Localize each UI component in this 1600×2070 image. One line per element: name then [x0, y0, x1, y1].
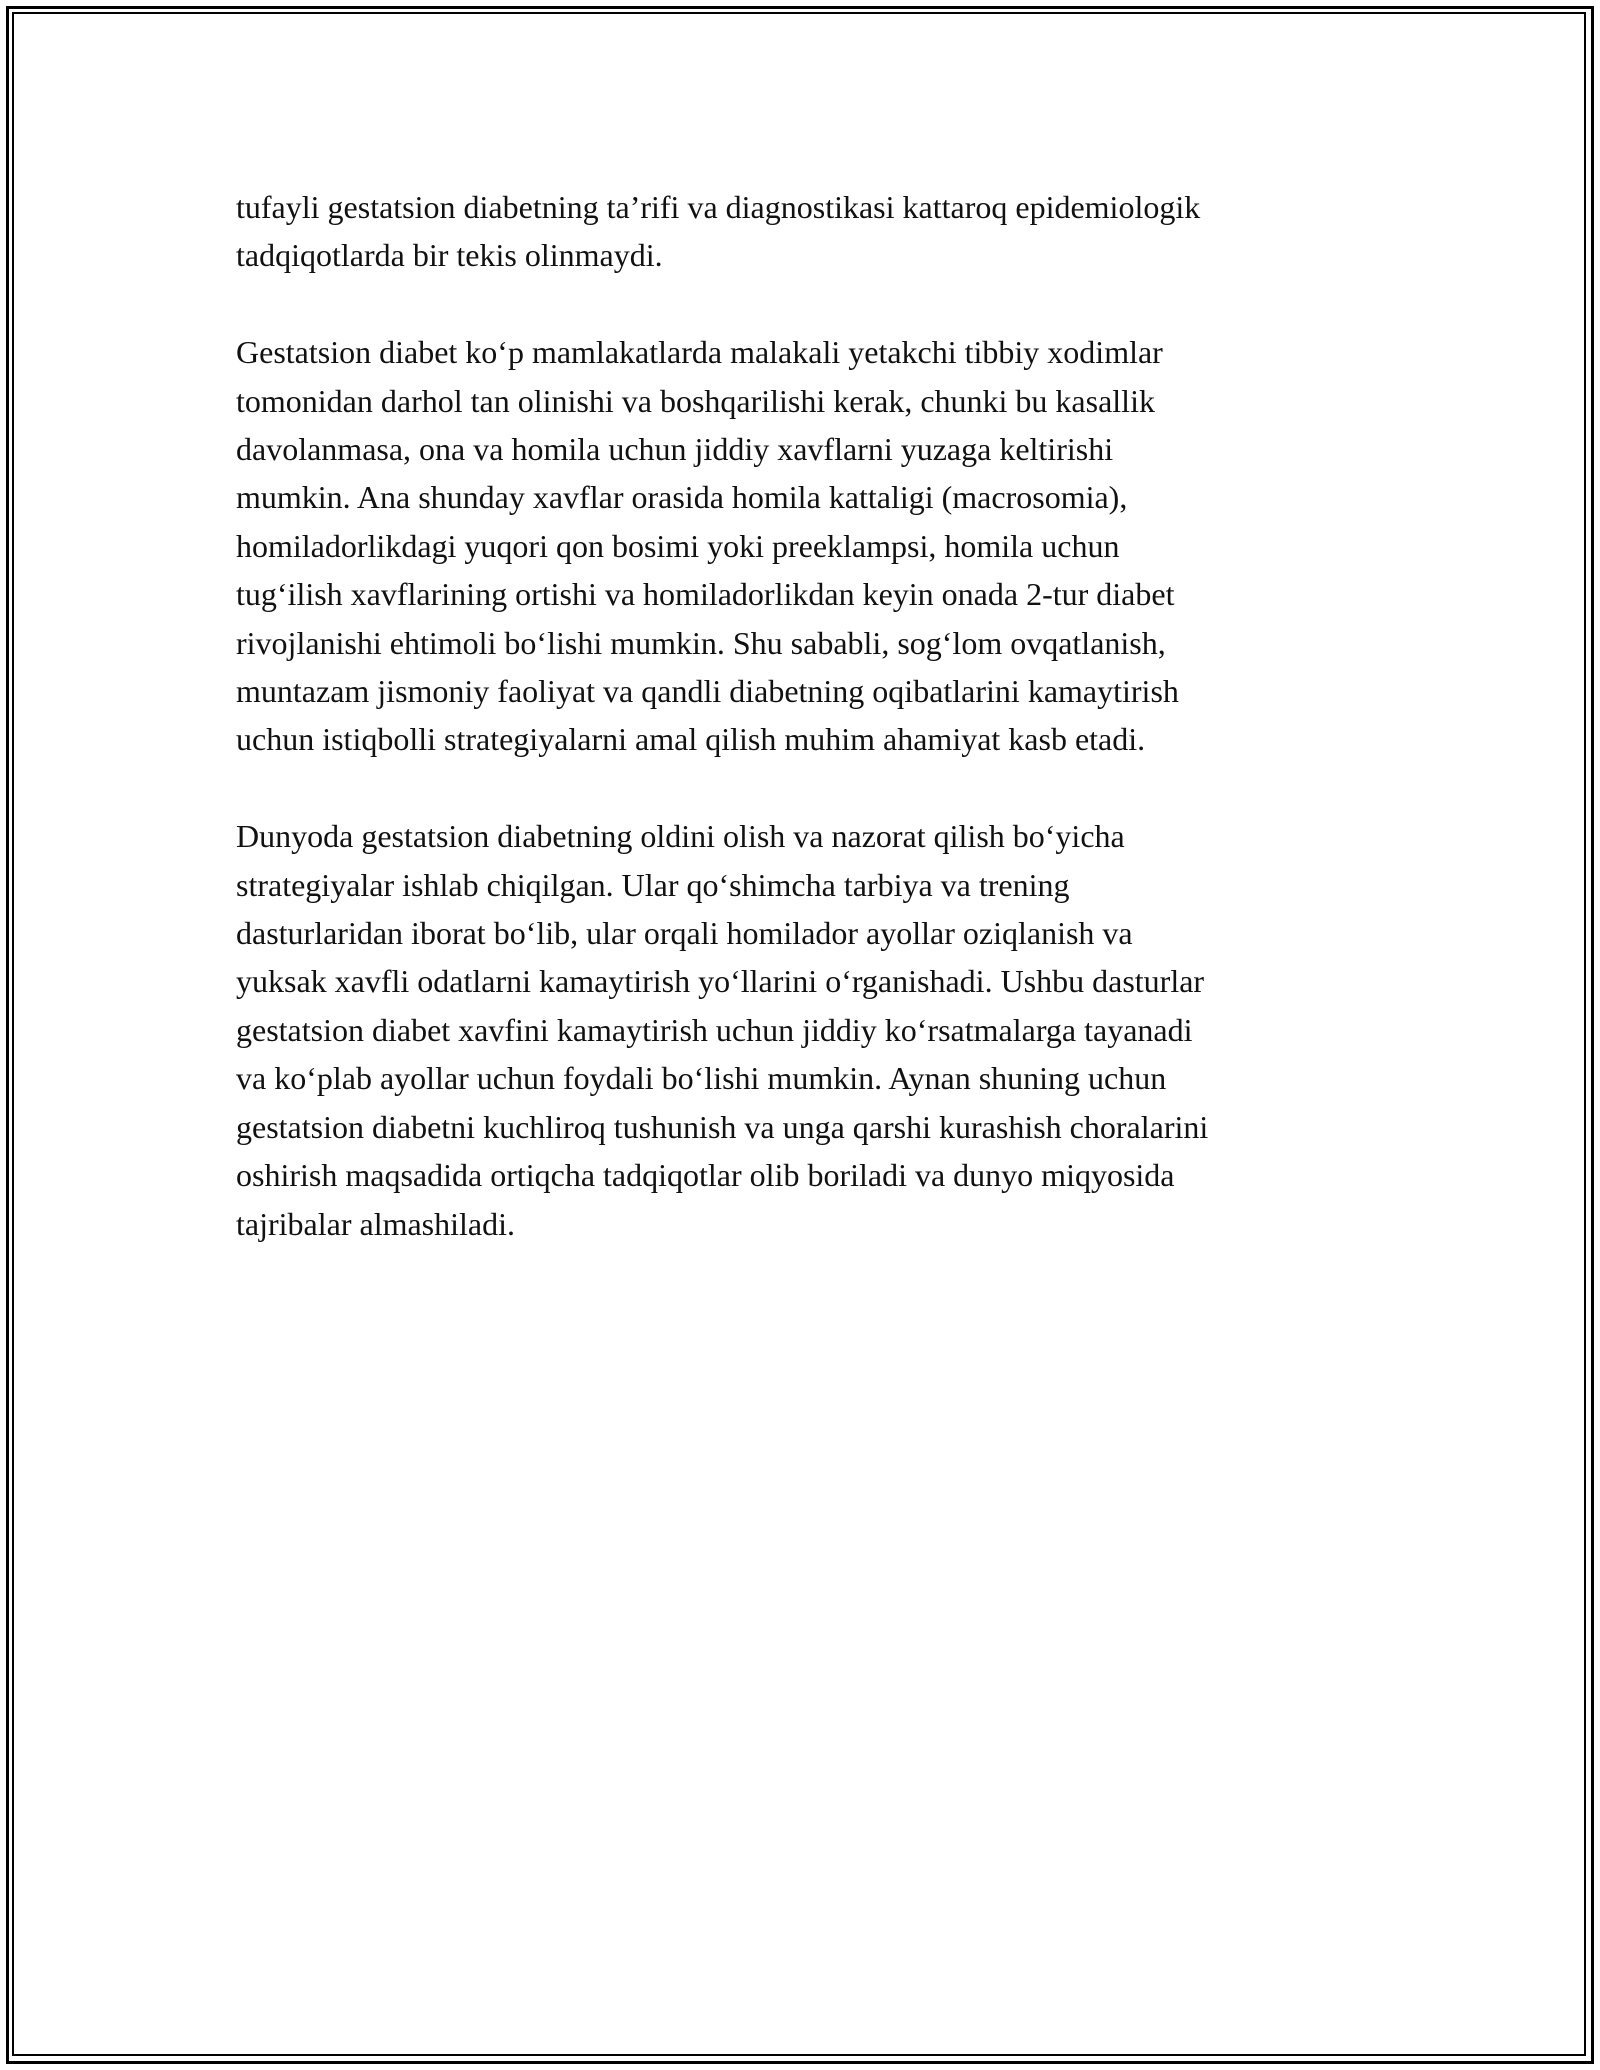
paragraph-2	[236, 328, 1366, 764]
text-line: dasturlaridan iborat bo‘lib, ular orqali homilador ayollar oziqlanish va	[236, 915, 1133, 952]
text-line: mumkin. Ana shunday xavflar orasida homila kattaligi (macrosomia),	[236, 479, 1128, 516]
text-line: tadqiqotlarda bir tekis olinmaydi.	[236, 237, 663, 274]
text-line: tomonidan darhol tan olinishi va boshqarilishi kerak, chunki bu kasallik	[236, 382, 1155, 419]
text-line: rivojlanishi ehtimoli bo‘lishi mumkin. Shu sababli, sog‘lom ovqatlanish,	[236, 624, 1166, 661]
text-line: Gestatsion diabet ko‘p mamlakatlarda malakali yetakchi tibbiy xodimlar	[236, 334, 1163, 371]
text-line: oshirish maqsadida ortiqcha tadqiqotlar olib boriladi va dunyo miqyosida	[236, 1157, 1175, 1194]
text-line: homiladorlikdagi yuqori qon bosimi yoki preeklampsi, homila uchun	[236, 527, 1120, 564]
text-line: Dunyoda gestatsion diabetning oldini olish va nazorat qilish bo‘yicha	[236, 818, 1125, 855]
text-line: davolanmasa, ona va homila uchun jiddiy xavflarni yuzaga keltirishi	[236, 431, 1114, 468]
text-line: tufayli gestatsion diabetning ta’rifi va diagnostikasi kattaroq epidemiologik	[236, 189, 1201, 225]
text-line: uchun istiqbolli strategiyalarni amal qilish muhim ahamiyat kasb etadi.	[236, 721, 1146, 758]
text-line: muntazam jismoniy faoliyat va qandli diabetning oqibatlarini kamaytirish	[236, 673, 1179, 710]
text-line: strategiyalar ishlab chiqilgan. Ular qo‘shimcha tarbiya va trening	[236, 866, 1070, 903]
document-body	[236, 183, 1366, 1296]
text-line: gestatsion diabetni kuchliroq tushunish va unga qarshi kurashish choralarini	[236, 1108, 1209, 1145]
paragraph-3	[236, 812, 1366, 1248]
text-line: yuksak xavfli odatlarni kamaytirish yo‘llarini o‘rganishadi. Ushbu dasturlar	[236, 963, 1205, 1000]
paragraph-1	[236, 183, 1366, 280]
text-line: tug‘ilish xavflarining ortishi va homiladorlikdan keyin onada 2-tur diabet	[236, 576, 1175, 613]
text-line: tajribalar almashiladi.	[236, 1205, 515, 1242]
text-line: gestatsion diabet xavfini kamaytirish uchun jiddiy ko‘rsatmalarga tayanadi	[236, 1011, 1193, 1048]
text-line: va ko‘plab ayollar uchun foydali bo‘lishi mumkin. Aynan shuning uchun	[236, 1060, 1167, 1097]
